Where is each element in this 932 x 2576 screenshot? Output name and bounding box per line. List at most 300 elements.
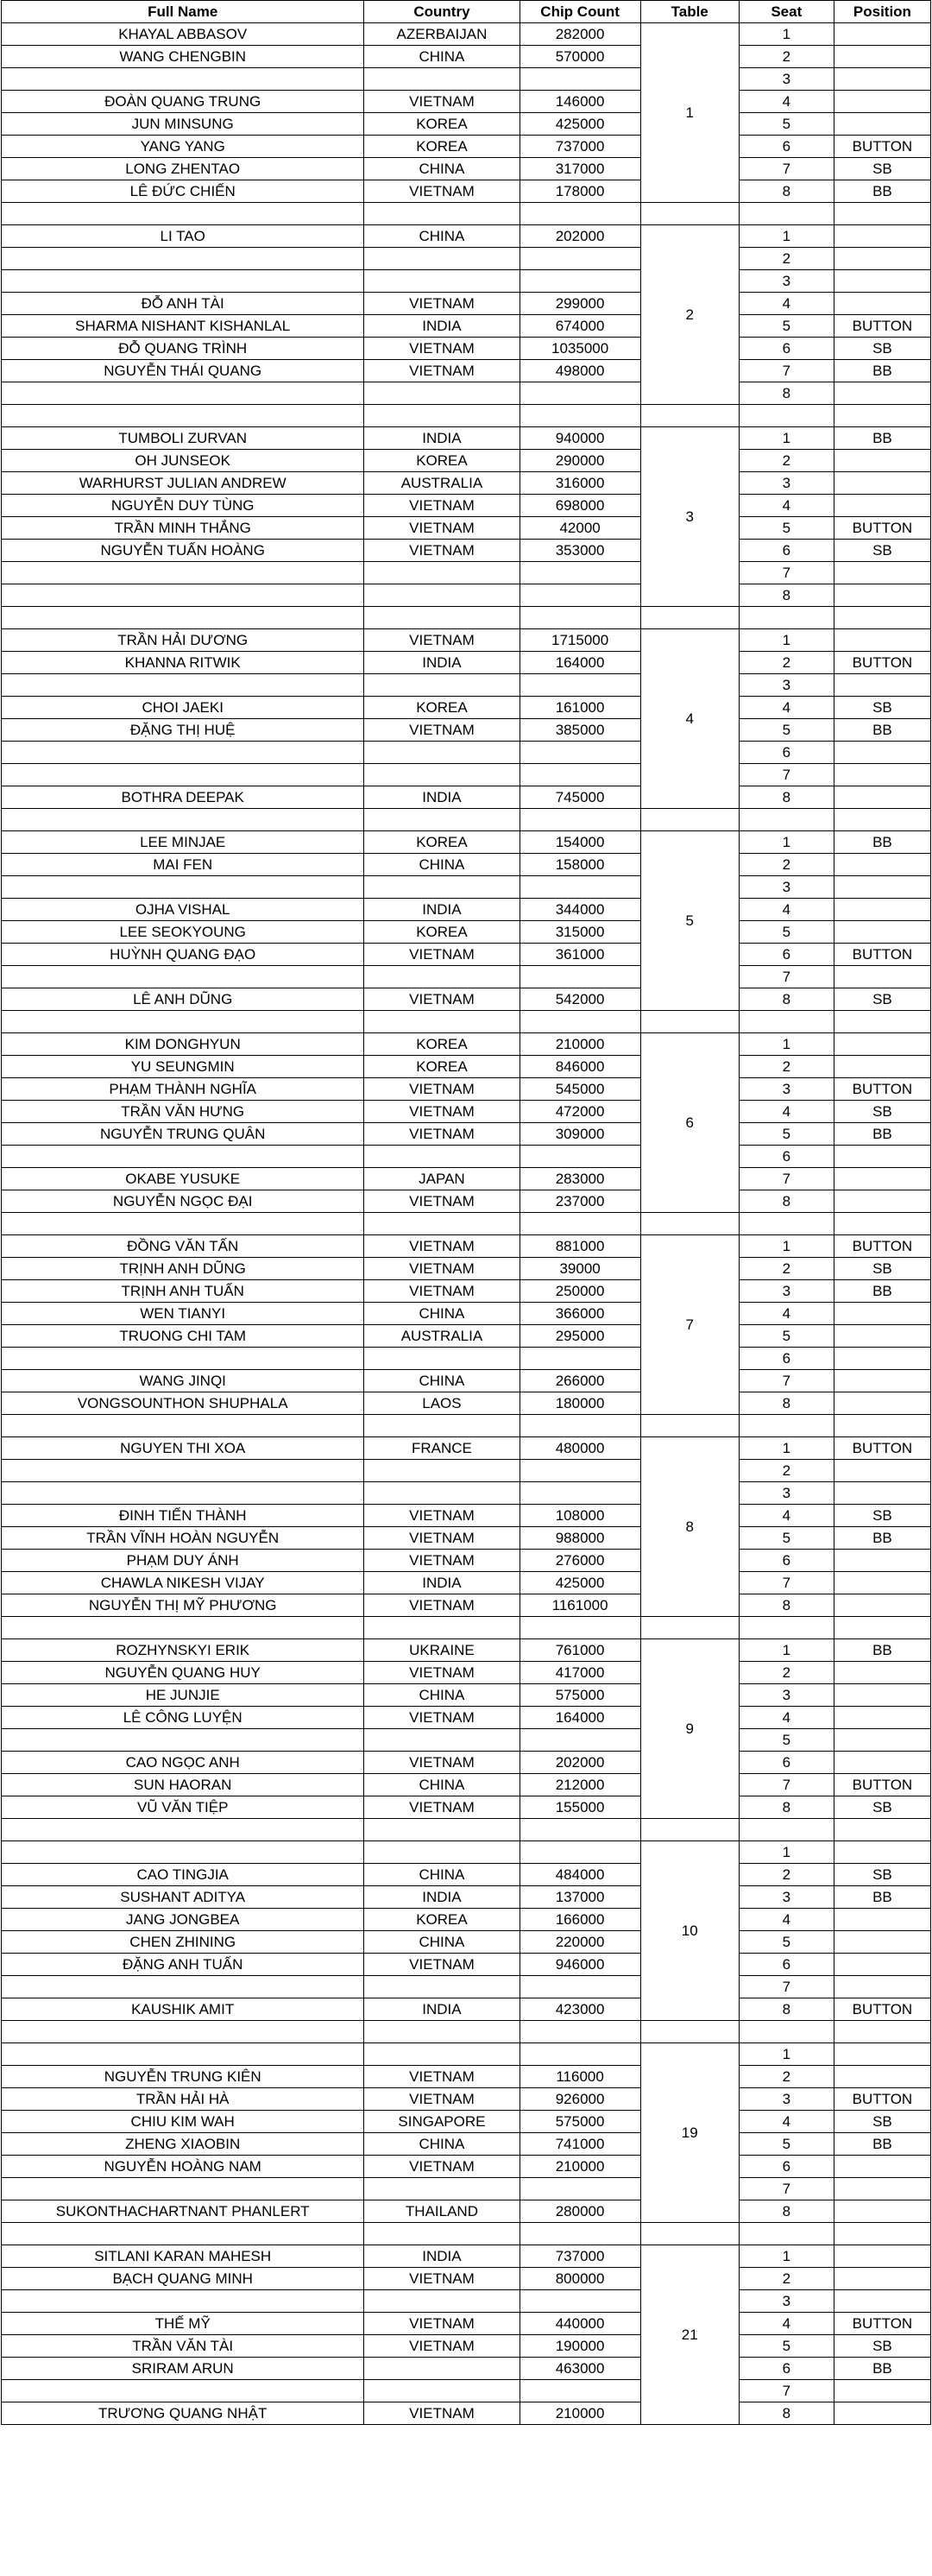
table-row — [2, 1864, 931, 1886]
table-row — [2, 1909, 931, 1931]
cell-blank — [739, 607, 834, 629]
cell-position: SB — [834, 158, 930, 180]
cell-full-name: TRỊNH ANH TUẤN — [2, 1280, 364, 1303]
table-row — [2, 2358, 931, 2380]
cell-country: INDIA — [364, 1572, 520, 1594]
table-row — [2, 584, 931, 607]
table-row — [2, 1146, 931, 1168]
cell-country: VIETNAM — [364, 540, 520, 562]
cell-full-name: VŨ VĂN TIỆP — [2, 1796, 364, 1819]
cell-chip-count: 283000 — [520, 1168, 640, 1190]
cell-chip-count: 940000 — [520, 427, 640, 450]
table-row — [2, 1123, 931, 1146]
cell-full-name: TRỊNH ANH DŨNG — [2, 1258, 364, 1280]
cell-blank — [520, 2021, 640, 2043]
cell-position — [834, 742, 930, 764]
cell-position — [834, 1482, 930, 1505]
cell-blank — [640, 405, 739, 427]
cell-seat: 6 — [739, 742, 834, 764]
cell-country: KOREA — [364, 113, 520, 136]
cell-chip-count — [520, 1348, 640, 1370]
table-row — [2, 742, 931, 764]
table-row — [2, 2268, 931, 2290]
cell-position — [834, 562, 930, 584]
cell-position — [834, 450, 930, 472]
cell-table-number: 21 — [640, 2245, 739, 2425]
cell-seat: 8 — [739, 382, 834, 405]
table-separator-row — [2, 203, 931, 225]
cell-position — [834, 495, 930, 517]
cell-chip-count: 210000 — [520, 2402, 640, 2425]
cell-table-number: 8 — [640, 1437, 739, 1617]
cell-position: BB — [834, 180, 930, 203]
table-row — [2, 158, 931, 180]
cell-chip-count — [520, 248, 640, 270]
cell-blank — [2, 1213, 364, 1235]
cell-blank — [640, 1011, 739, 1033]
cell-country: AUSTRALIA — [364, 472, 520, 495]
cell-seat: 7 — [739, 966, 834, 988]
cell-seat: 8 — [739, 1594, 834, 1617]
table-row — [2, 1190, 931, 1213]
table-row — [2, 1460, 931, 1482]
table-row — [2, 68, 931, 91]
cell-position — [834, 2268, 930, 2290]
cell-blank — [520, 1617, 640, 1639]
cell-seat: 2 — [739, 1864, 834, 1886]
cell-table-number: 9 — [640, 1639, 739, 1819]
cell-position: BB — [834, 1280, 930, 1303]
cell-full-name: LEE MINJAE — [2, 831, 364, 854]
cell-blank — [834, 809, 930, 831]
cell-full-name — [2, 2043, 364, 2066]
cell-seat: 4 — [739, 697, 834, 719]
cell-seat: 1 — [739, 1235, 834, 1258]
cell-country: VIETNAM — [364, 1796, 520, 1819]
table-row — [2, 338, 931, 360]
cell-country: KOREA — [364, 1033, 520, 1056]
cell-country: VIETNAM — [364, 2268, 520, 2290]
cell-seat: 6 — [739, 944, 834, 966]
table-row — [2, 719, 931, 742]
cell-position — [834, 876, 930, 899]
cell-country: VIETNAM — [364, 91, 520, 113]
cell-blank — [364, 1617, 520, 1639]
cell-chip-count — [520, 674, 640, 697]
cell-position: BUTTON — [834, 652, 930, 674]
cell-blank — [2, 203, 364, 225]
cell-blank — [520, 203, 640, 225]
cell-position — [834, 854, 930, 876]
cell-full-name: LÊ ANH DŨNG — [2, 988, 364, 1011]
cell-full-name: TRẦN VĨNH HOÀN NGUYỄN — [2, 1527, 364, 1550]
cell-blank — [520, 1415, 640, 1437]
cell-chip-count — [520, 966, 640, 988]
table-row — [2, 1639, 931, 1662]
table-row — [2, 697, 931, 719]
table-row — [2, 2111, 931, 2133]
cell-seat: 1 — [739, 427, 834, 450]
cell-full-name: LÊ CÔNG LUYỆN — [2, 1707, 364, 1729]
cell-blank — [834, 405, 930, 427]
cell-blank — [2, 2021, 364, 2043]
cell-chip-count: 1161000 — [520, 1594, 640, 1617]
cell-seat: 4 — [739, 1505, 834, 1527]
cell-blank — [364, 607, 520, 629]
cell-seat: 7 — [739, 2380, 834, 2402]
cell-seat: 3 — [739, 270, 834, 293]
cell-full-name — [2, 382, 364, 405]
cell-seat: 6 — [739, 136, 834, 158]
table-row — [2, 1550, 931, 1572]
cell-country: INDIA — [364, 2245, 520, 2268]
cell-position — [834, 293, 930, 315]
cell-blank — [739, 1011, 834, 1033]
cell-position: BUTTON — [834, 2313, 930, 2335]
cell-country: INDIA — [364, 427, 520, 450]
cell-seat: 2 — [739, 2268, 834, 2290]
cell-country: CHINA — [364, 46, 520, 68]
cell-country: VIETNAM — [364, 629, 520, 652]
cell-chip-count — [520, 68, 640, 91]
cell-chip-count: 926000 — [520, 2088, 640, 2111]
cell-full-name: SUN HAORAN — [2, 1774, 364, 1796]
cell-chip-count: 180000 — [520, 1392, 640, 1415]
cell-seat: 5 — [739, 315, 834, 338]
cell-full-name: CHAWLA NIKESH VIJAY — [2, 1572, 364, 1594]
cell-chip-count — [520, 1729, 640, 1752]
table-row — [2, 136, 931, 158]
cell-full-name: SITLANI KARAN MAHESH — [2, 2245, 364, 2268]
table-row — [2, 1437, 931, 1460]
cell-chip-count — [520, 742, 640, 764]
cell-country: VIETNAM — [364, 2313, 520, 2335]
cell-position — [834, 1325, 930, 1348]
column-header-table: Table — [640, 1, 739, 23]
cell-country: CHINA — [364, 1684, 520, 1707]
cell-country: VIETNAM — [364, 517, 520, 540]
cell-chip-count: 737000 — [520, 136, 640, 158]
cell-full-name — [2, 1976, 364, 1998]
cell-blank — [640, 607, 739, 629]
table-row — [2, 921, 931, 944]
cell-chip-count: 280000 — [520, 2200, 640, 2223]
cell-country: VIETNAM — [364, 1280, 520, 1303]
cell-full-name: ĐỒNG VĂN TẤN — [2, 1235, 364, 1258]
cell-position — [834, 1954, 930, 1976]
cell-chip-count: 290000 — [520, 450, 640, 472]
cell-position: BB — [834, 360, 930, 382]
cell-seat: 6 — [739, 1146, 834, 1168]
cell-position: BUTTON — [834, 1437, 930, 1460]
cell-chip-count: 425000 — [520, 1572, 640, 1594]
cell-full-name: CAO TINGJIA — [2, 1864, 364, 1886]
cell-blank — [520, 1213, 640, 1235]
cell-chip-count: 498000 — [520, 360, 640, 382]
cell-country — [364, 1460, 520, 1482]
cell-full-name — [2, 562, 364, 584]
table-row — [2, 988, 931, 1011]
cell-country: INDIA — [364, 1998, 520, 2021]
cell-seat: 6 — [739, 1348, 834, 1370]
cell-position — [834, 2402, 930, 2425]
cell-full-name: ĐOÀN QUANG TRUNG — [2, 91, 364, 113]
cell-full-name: ĐINH TIẾN THÀNH — [2, 1505, 364, 1527]
cell-full-name — [2, 966, 364, 988]
cell-position: BB — [834, 1886, 930, 1909]
cell-position: SB — [834, 540, 930, 562]
cell-seat: 4 — [739, 495, 834, 517]
cell-country — [364, 1482, 520, 1505]
column-header-country: Country — [364, 1, 520, 23]
table-row — [2, 876, 931, 899]
table-row — [2, 674, 931, 697]
cell-blank — [834, 2021, 930, 2043]
cell-country: VIETNAM — [364, 1078, 520, 1101]
cell-seat: 3 — [739, 876, 834, 899]
cell-seat: 8 — [739, 1392, 834, 1415]
cell-seat: 2 — [739, 652, 834, 674]
cell-country — [364, 562, 520, 584]
cell-seat: 8 — [739, 988, 834, 1011]
cell-blank — [2, 1415, 364, 1437]
cell-chip-count: 417000 — [520, 1662, 640, 1684]
cell-full-name — [2, 2178, 364, 2200]
cell-seat: 1 — [739, 1841, 834, 1864]
cell-country: KOREA — [364, 697, 520, 719]
cell-country — [364, 1146, 520, 1168]
cell-blank — [834, 2223, 930, 2245]
cell-country: VIETNAM — [364, 988, 520, 1011]
cell-full-name: YANG YANG — [2, 136, 364, 158]
cell-chip-count: 220000 — [520, 1931, 640, 1954]
cell-chip-count: 575000 — [520, 1684, 640, 1707]
table-row — [2, 1258, 931, 1280]
cell-chip-count: 276000 — [520, 1550, 640, 1572]
table-row — [2, 786, 931, 809]
table-row — [2, 2200, 931, 2223]
cell-full-name: ZHENG XIAOBIN — [2, 2133, 364, 2156]
table-row — [2, 1033, 931, 1056]
cell-country: INDIA — [364, 315, 520, 338]
cell-country: LAOS — [364, 1392, 520, 1415]
cell-full-name: TRẦN HẢI DƯƠNG — [2, 629, 364, 652]
cell-seat: 1 — [739, 23, 834, 46]
table-row — [2, 652, 931, 674]
cell-seat: 1 — [739, 629, 834, 652]
cell-position — [834, 1909, 930, 1931]
cell-table-number: 3 — [640, 427, 739, 607]
table-row — [2, 1325, 931, 1348]
cell-seat: 1 — [739, 225, 834, 248]
cell-blank — [520, 1011, 640, 1033]
cell-position: BUTTON — [834, 315, 930, 338]
cell-chip-count: 472000 — [520, 1101, 640, 1123]
table-row — [2, 1684, 931, 1707]
cell-country: VIETNAM — [364, 1101, 520, 1123]
cell-position: BB — [834, 1527, 930, 1550]
cell-chip-count: 570000 — [520, 46, 640, 68]
cell-chip-count: 846000 — [520, 1056, 640, 1078]
cell-country: THAILAND — [364, 2200, 520, 2223]
cell-chip-count: 1035000 — [520, 338, 640, 360]
cell-blank — [834, 1617, 930, 1639]
table-row — [2, 899, 931, 921]
cell-chip-count: 309000 — [520, 1123, 640, 1146]
cell-full-name: ĐỖ ANH TÀI — [2, 293, 364, 315]
cell-full-name: TRẦN VĂN TÀI — [2, 2335, 364, 2358]
table-row — [2, 91, 931, 113]
cell-seat: 5 — [739, 921, 834, 944]
cell-seat: 2 — [739, 1460, 834, 1482]
cell-seat: 5 — [739, 2335, 834, 2358]
table-row — [2, 1976, 931, 1998]
cell-blank — [2, 1617, 364, 1639]
table-row — [2, 2290, 931, 2313]
cell-position — [834, 1841, 930, 1864]
cell-chip-count: 423000 — [520, 1998, 640, 2021]
cell-country: VIETNAM — [364, 1662, 520, 1684]
cell-chip-count: 158000 — [520, 854, 640, 876]
cell-chip-count: 116000 — [520, 2066, 640, 2088]
table-separator-row — [2, 2021, 931, 2043]
table-row — [2, 1594, 931, 1617]
table-row — [2, 360, 931, 382]
cell-chip-count: 295000 — [520, 1325, 640, 1348]
table-row — [2, 1752, 931, 1774]
table-row — [2, 1662, 931, 1684]
cell-blank — [640, 2223, 739, 2245]
cell-position — [834, 674, 930, 697]
cell-position: BUTTON — [834, 136, 930, 158]
table-row — [2, 2335, 931, 2358]
cell-chip-count — [520, 1482, 640, 1505]
cell-blank — [364, 1011, 520, 1033]
cell-chip-count: 484000 — [520, 1864, 640, 1886]
cell-blank — [739, 1415, 834, 1437]
cell-seat: 4 — [739, 2313, 834, 2335]
cell-seat: 3 — [739, 2088, 834, 2111]
cell-blank — [739, 1819, 834, 1841]
cell-country: CHINA — [364, 1774, 520, 1796]
cell-seat: 7 — [739, 562, 834, 584]
cell-country: VIETNAM — [364, 1550, 520, 1572]
cell-country: CHINA — [364, 225, 520, 248]
cell-chip-count: 440000 — [520, 2313, 640, 2335]
cell-seat: 3 — [739, 1886, 834, 1909]
cell-position — [834, 2178, 930, 2200]
table-row — [2, 1392, 931, 1415]
cell-seat: 8 — [739, 584, 834, 607]
cell-full-name: HE JUNJIE — [2, 1684, 364, 1707]
cell-position — [834, 1594, 930, 1617]
table-separator-row — [2, 1617, 931, 1639]
cell-chip-count: 881000 — [520, 1235, 640, 1258]
cell-chip-count: 366000 — [520, 1303, 640, 1325]
cell-full-name: WANG CHENGBIN — [2, 46, 364, 68]
cell-position — [834, 2043, 930, 2066]
cell-blank — [739, 2021, 834, 2043]
cell-blank — [640, 203, 739, 225]
cell-seat: 5 — [739, 1123, 834, 1146]
cell-seat: 7 — [739, 764, 834, 786]
cell-position — [834, 1550, 930, 1572]
cell-position — [834, 2290, 930, 2313]
cell-chip-count: 282000 — [520, 23, 640, 46]
cell-country — [364, 2358, 520, 2380]
cell-full-name: KAUSHIK AMIT — [2, 1998, 364, 2021]
cell-blank — [2, 809, 364, 831]
cell-country: FRANCE — [364, 1437, 520, 1460]
cell-full-name: JUN MINSUNG — [2, 113, 364, 136]
table-row — [2, 1954, 931, 1976]
cell-blank — [739, 1213, 834, 1235]
cell-seat: 3 — [739, 1280, 834, 1303]
cell-position — [834, 921, 930, 944]
cell-full-name — [2, 674, 364, 697]
cell-chip-count — [520, 270, 640, 293]
table-row — [2, 2245, 931, 2268]
cell-position — [834, 1460, 930, 1482]
table-row — [2, 1572, 931, 1594]
cell-chip-count: 164000 — [520, 652, 640, 674]
table-row — [2, 1101, 931, 1123]
cell-country: KOREA — [364, 921, 520, 944]
cell-full-name: WEN TIANYI — [2, 1303, 364, 1325]
cell-seat: 6 — [739, 1752, 834, 1774]
cell-chip-count: 155000 — [520, 1796, 640, 1819]
cell-seat: 8 — [739, 180, 834, 203]
cell-seat: 6 — [739, 540, 834, 562]
cell-table-number: 19 — [640, 2043, 739, 2223]
cell-seat: 7 — [739, 1370, 834, 1392]
cell-full-name: KIM DONGHYUN — [2, 1033, 364, 1056]
cell-chip-count — [520, 584, 640, 607]
cell-country: VIETNAM — [364, 1527, 520, 1550]
cell-position: BUTTON — [834, 517, 930, 540]
cell-blank — [640, 1819, 739, 1841]
cell-country — [364, 1348, 520, 1370]
cell-seat: 3 — [739, 1482, 834, 1505]
cell-country — [364, 68, 520, 91]
cell-country — [364, 2380, 520, 2402]
table-separator-row — [2, 1011, 931, 1033]
cell-blank — [739, 203, 834, 225]
cell-table-number: 2 — [640, 225, 739, 405]
cell-position: BB — [834, 2358, 930, 2380]
cell-country: VIETNAM — [364, 495, 520, 517]
cell-full-name — [2, 1146, 364, 1168]
cell-chip-count — [520, 382, 640, 405]
cell-chip-count — [520, 1976, 640, 1998]
cell-seat: 7 — [739, 360, 834, 382]
cell-country: VIETNAM — [364, 2066, 520, 2088]
table-row — [2, 1998, 931, 2021]
cell-country — [364, 248, 520, 270]
cell-full-name: TRUONG CHI TAM — [2, 1325, 364, 1348]
cell-country — [364, 270, 520, 293]
cell-position — [834, 68, 930, 91]
cell-full-name — [2, 584, 364, 607]
cell-position: BUTTON — [834, 944, 930, 966]
cell-position — [834, 1931, 930, 1954]
cell-full-name: SUKONTHACHARTNANT PHANLERT — [2, 2200, 364, 2223]
cell-country: KOREA — [364, 1909, 520, 1931]
cell-blank — [2, 1011, 364, 1033]
table-separator-row — [2, 405, 931, 427]
cell-full-name: NGUYỄN TRUNG KIÊN — [2, 2066, 364, 2088]
cell-blank — [640, 2021, 739, 2043]
